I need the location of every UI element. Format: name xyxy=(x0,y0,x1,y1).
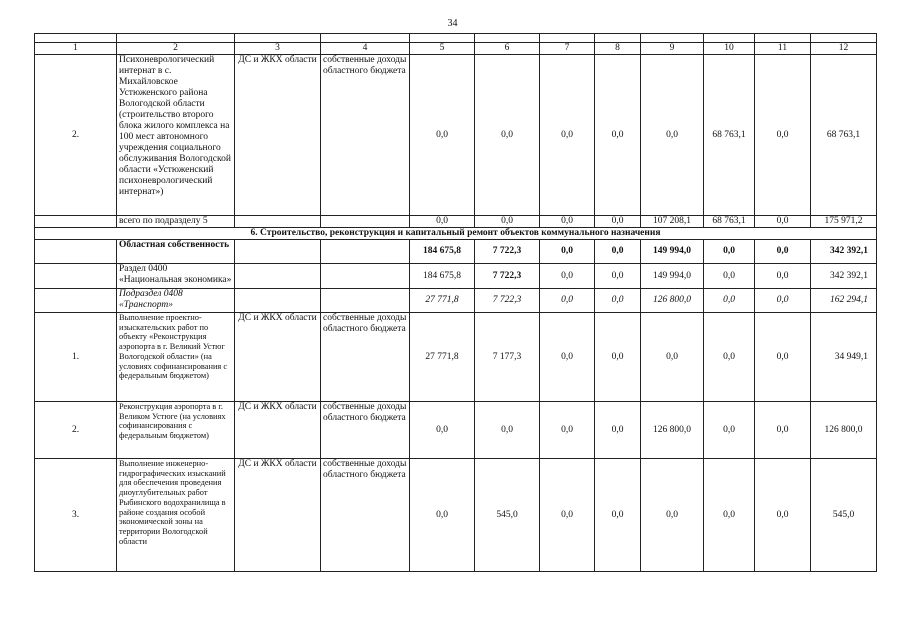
value-cell: 0,0 xyxy=(540,216,595,228)
value-cell: 126 800,0 xyxy=(641,289,704,313)
value-cell: 107 208,1 xyxy=(641,216,704,228)
funding-source: собственные доходы областного бюджета xyxy=(321,459,410,572)
value-cell: 0,0 xyxy=(540,289,595,313)
value-cell: 0,0 xyxy=(704,313,755,402)
subtotal-row xyxy=(35,216,877,228)
value-cell: 0,0 xyxy=(595,459,641,572)
value-cell: 0,0 xyxy=(755,289,811,313)
value-cell: 184 675,8 xyxy=(410,240,475,264)
value-cell: 149 994,0 xyxy=(641,264,704,289)
value-cell: 68 763,1 xyxy=(811,55,877,216)
value-cell: 149 994,0 xyxy=(641,240,704,264)
category-label: Областная собственность xyxy=(117,240,235,264)
column-header: 4 xyxy=(321,43,410,55)
column-header: 7 xyxy=(540,43,595,55)
value-cell: 0,0 xyxy=(410,55,475,216)
customer: ДС и ЖКХ области xyxy=(235,313,321,402)
value-cell: 0,0 xyxy=(704,240,755,264)
value-cell: 0,0 xyxy=(540,55,595,216)
category-row xyxy=(35,289,877,313)
value-cell: 0,0 xyxy=(755,459,811,572)
object-name: Психоневрологический интернат в с. Михайловское Устюженского района Вологодской области (строительство второго блока жилого комплекса на 100 мест автономного учреждения социального обслуживания Вологодской области «Устюженский психоневрологический интернат») xyxy=(117,55,235,216)
value-cell: 184 675,8 xyxy=(410,264,475,289)
table-row xyxy=(35,459,877,572)
value-cell: 7 722,3 xyxy=(475,240,540,264)
value-cell: 0,0 xyxy=(410,216,475,228)
value-cell: 0,0 xyxy=(641,313,704,402)
category-row xyxy=(35,264,877,289)
value-cell: 7 722,3 xyxy=(475,264,540,289)
section-heading-row xyxy=(35,228,877,240)
column-number-row xyxy=(35,43,877,55)
customer: ДС и ЖКХ области xyxy=(235,55,321,216)
value-cell: 0,0 xyxy=(704,289,755,313)
value-cell: 7 722,3 xyxy=(475,289,540,313)
column-header: 6 xyxy=(475,43,540,55)
value-cell: 0,0 xyxy=(410,459,475,572)
value-cell: 0,0 xyxy=(595,55,641,216)
value-cell: 68 763,1 xyxy=(704,55,755,216)
category-label: Раздел 0400 «Национальная экономика» xyxy=(117,264,235,289)
value-cell: 0,0 xyxy=(755,240,811,264)
value-cell: 0,0 xyxy=(595,264,641,289)
value-cell: 0,0 xyxy=(755,216,811,228)
row-number: 1. xyxy=(35,313,117,402)
value-cell: 0,0 xyxy=(755,313,811,402)
value-cell: 0,0 xyxy=(641,459,704,572)
funding-source: собственные доходы областного бюджета xyxy=(321,313,410,402)
budget-table xyxy=(34,33,877,572)
category-label: Подраздел 0408 «Транспорт» xyxy=(117,289,235,313)
value-cell: 342 392,1 xyxy=(811,240,877,264)
row-number: 3. xyxy=(35,459,117,572)
value-cell: 175 971,2 xyxy=(811,216,877,228)
customer: ДС и ЖКХ области xyxy=(235,402,321,459)
value-cell: 0,0 xyxy=(595,240,641,264)
value-cell: 0,0 xyxy=(595,216,641,228)
value-cell: 545,0 xyxy=(475,459,540,572)
value-cell: 0,0 xyxy=(704,264,755,289)
value-cell: 0,0 xyxy=(755,402,811,459)
column-header: 1 xyxy=(35,43,117,55)
column-header: 11 xyxy=(755,43,811,55)
row-number: 2. xyxy=(35,55,117,216)
value-cell: 0,0 xyxy=(755,55,811,216)
value-cell: 126 800,0 xyxy=(811,402,877,459)
category-row xyxy=(35,240,877,264)
value-cell: 0,0 xyxy=(641,55,704,216)
column-header: 12 xyxy=(811,43,877,55)
customer: ДС и ЖКХ области xyxy=(235,459,321,572)
table-row xyxy=(35,402,877,459)
object-name: Реконструкция аэропорта в г. Великом Устюге (на условиях софинансирования с федеральным бюджетом) xyxy=(117,402,235,459)
column-header: 8 xyxy=(595,43,641,55)
section-title: 6. Строительство, реконструкция и капитальный ремонт объектов коммунального назначения xyxy=(35,228,877,240)
value-cell: 342 392,1 xyxy=(811,264,877,289)
value-cell: 27 771,8 xyxy=(410,313,475,402)
value-cell: 27 771,8 xyxy=(410,289,475,313)
value-cell: 0,0 xyxy=(475,216,540,228)
value-cell: 0,0 xyxy=(755,264,811,289)
value-cell: 0,0 xyxy=(595,402,641,459)
funding-source: собственные доходы областного бюджета xyxy=(321,55,410,216)
value-cell: 68 763,1 xyxy=(704,216,755,228)
value-cell: 0,0 xyxy=(595,289,641,313)
blank-header-row xyxy=(35,34,877,43)
subtotal-label: всего по подразделу 5 xyxy=(117,216,235,228)
value-cell: 0,0 xyxy=(540,402,595,459)
value-cell: 0,0 xyxy=(475,55,540,216)
value-cell: 0,0 xyxy=(704,402,755,459)
value-cell: 126 800,0 xyxy=(641,402,704,459)
value-cell: 34 949,1 xyxy=(811,313,877,402)
value-cell: 0,0 xyxy=(540,459,595,572)
column-header: 2 xyxy=(117,43,235,55)
row-number: 2. xyxy=(35,402,117,459)
value-cell: 0,0 xyxy=(540,264,595,289)
column-header: 5 xyxy=(410,43,475,55)
value-cell: 0,0 xyxy=(595,313,641,402)
value-cell: 545,0 xyxy=(811,459,877,572)
value-cell: 0,0 xyxy=(704,459,755,572)
value-cell: 7 177,3 xyxy=(475,313,540,402)
value-cell: 162 294,1 xyxy=(811,289,877,313)
column-header: 9 xyxy=(641,43,704,55)
object-name: Выполнение инженерно-гидрографических изысканий для обеспечения проведения дноуглубительных работ Рыбинского водохранилища в районе создания особой экономической зоны на территории Вологодской области xyxy=(117,459,235,572)
value-cell: 0,0 xyxy=(540,240,595,264)
column-header: 3 xyxy=(235,43,321,55)
funding-source: собственные доходы областного бюджета xyxy=(321,402,410,459)
table-row xyxy=(35,55,877,216)
page-number: 34 xyxy=(447,18,458,29)
value-cell: 0,0 xyxy=(410,402,475,459)
object-name: Выполнение проектно-изыскательских работ по объекту «Реконструкция аэропорта в г. Великий Устюг Вологодской области» (на условиях софинансирования с федеральным бюджетом) xyxy=(117,313,235,402)
value-cell: 0,0 xyxy=(540,313,595,402)
value-cell: 0,0 xyxy=(475,402,540,459)
table-row xyxy=(35,313,877,402)
column-header: 10 xyxy=(704,43,755,55)
